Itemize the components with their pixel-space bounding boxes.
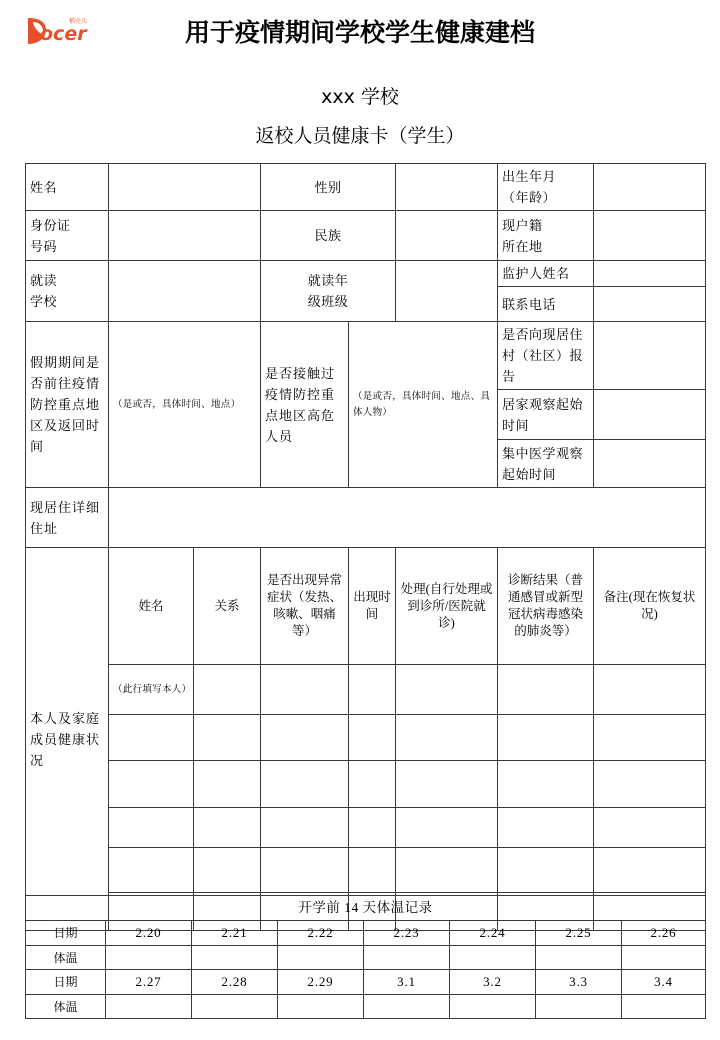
table-row-health-4 xyxy=(26,808,706,848)
temp-table-title: 开学前 14 天体温记录 xyxy=(26,896,706,921)
temp-cell-w2-5[interactable] xyxy=(450,995,536,1019)
cell-health-3-remarks[interactable] xyxy=(594,761,706,808)
temp-cell-w1-5[interactable] xyxy=(450,946,536,970)
svg-text:ocer: ocer xyxy=(40,23,87,45)
label-school-line1: 就读 xyxy=(30,273,58,288)
temp-cell-w1-4[interactable] xyxy=(364,946,450,970)
cell-health-5-treatment[interactable] xyxy=(396,848,498,893)
temp-cell-w1-7[interactable] xyxy=(622,946,706,970)
hint-contact-high-risk: （是或否，具体时间、地点、具体人物） xyxy=(349,322,498,488)
label-contact-high-risk-text: 是否接触过疫情防控重点地区高危人员 xyxy=(265,365,336,444)
cell-health-2-diagnosis[interactable] xyxy=(498,715,594,761)
cell-health-4-relationship[interactable] xyxy=(194,808,261,848)
school-name-line: xxx 学校 xyxy=(321,86,399,108)
label-home-observation-start: 居家观察起始时间 xyxy=(498,390,594,440)
field-school[interactable] xyxy=(109,261,261,322)
field-household[interactable] xyxy=(594,211,706,261)
temp-cell-w2-6[interactable] xyxy=(536,995,622,1019)
cell-health-3-relationship[interactable] xyxy=(194,761,261,808)
date-cell-w2-2: 2.28 xyxy=(192,970,278,995)
temp-cell-w2-1[interactable] xyxy=(106,995,192,1019)
table-row-health-3 xyxy=(26,761,706,808)
label-id-number xyxy=(26,211,109,261)
label-school xyxy=(26,261,109,322)
label-household-line1: 现户籍 xyxy=(502,217,543,233)
field-name[interactable] xyxy=(109,164,261,211)
date-cell-w2-7: 3.4 xyxy=(622,970,706,995)
cell-health-3-treatment[interactable] xyxy=(396,761,498,808)
table-row-address xyxy=(26,488,706,548)
temp-cell-w1-1[interactable] xyxy=(106,946,192,970)
date-cell-w1-4: 2.23 xyxy=(364,921,450,946)
cell-health-4-diagnosis[interactable] xyxy=(498,808,594,848)
label-central-observation-start: 集中医学观察起始时间 xyxy=(498,440,594,488)
cell-health-1-remarks[interactable] xyxy=(594,665,706,715)
field-guardian-name[interactable] xyxy=(594,261,706,287)
temperature-record-table xyxy=(25,895,706,1019)
table-row-basic-2 xyxy=(26,211,706,261)
header-member-name: 姓名 xyxy=(109,548,194,665)
label-travel-history-text: 假期期间是否前往疫情防控重点地区及返回时间 xyxy=(30,355,101,454)
cell-health-1-relationship[interactable] xyxy=(194,665,261,715)
field-home-observation-start[interactable] xyxy=(594,390,706,440)
label-current-address-text: 现居住详细住址 xyxy=(30,499,101,536)
temp-table-date-row-1 xyxy=(26,921,706,946)
svg-text:稻壳儿: 稻壳儿 xyxy=(69,18,88,25)
label-date-week1: 日期 xyxy=(26,921,106,946)
label-current-address xyxy=(26,488,109,548)
date-cell-w1-1: 2.20 xyxy=(106,921,192,946)
temp-cell-w2-3[interactable] xyxy=(278,995,364,1019)
date-cell-w2-5: 3.2 xyxy=(450,970,536,995)
label-temp-week2: 体温 xyxy=(26,995,106,1019)
date-cell-w1-2: 2.21 xyxy=(192,921,278,946)
header-diagnosis: 诊断结果（普通感冒或新型冠状病毒感染的肺炎等） xyxy=(498,548,594,665)
label-name: 姓名 xyxy=(26,164,109,211)
date-cell-w1-5: 2.24 xyxy=(450,921,536,946)
cell-health-5-onset[interactable] xyxy=(349,848,396,893)
date-cell-w2-3: 2.29 xyxy=(278,970,364,995)
table-row-health-5 xyxy=(26,848,706,893)
label-family-health-status xyxy=(26,548,109,931)
label-date-week2: 日期 xyxy=(26,970,106,995)
temp-cell-w1-6[interactable] xyxy=(536,946,622,970)
cell-health-1-treatment[interactable] xyxy=(396,665,498,715)
date-cell-w1-6: 2.25 xyxy=(536,921,622,946)
cell-health-1-diagnosis[interactable] xyxy=(498,665,594,715)
temp-table-temp-row-1 xyxy=(26,946,706,970)
cell-health-2-relationship[interactable] xyxy=(194,715,261,761)
cell-health-5-symptoms[interactable] xyxy=(261,848,349,893)
label-report-to-community: 是否向现居住村（社区）报告 xyxy=(498,322,594,390)
temp-cell-w2-4[interactable] xyxy=(364,995,450,1019)
table-row-basic-1 xyxy=(26,164,706,211)
field-current-address[interactable] xyxy=(109,488,706,548)
label-id-number-line2: 号码 xyxy=(30,238,58,254)
label-temp-week1: 体温 xyxy=(26,946,106,970)
cell-health-1-symptoms[interactable] xyxy=(261,665,349,715)
temp-table-title-row xyxy=(26,896,706,921)
field-report-to-community[interactable] xyxy=(594,322,706,390)
health-card-table xyxy=(25,163,706,931)
cell-health-4-name[interactable] xyxy=(109,808,194,848)
temp-table-date-row-2 xyxy=(26,970,706,995)
label-birth-line1: 出生年月 xyxy=(502,169,557,184)
label-id-number-line1: 身份证 xyxy=(30,217,71,233)
table-row-health-header xyxy=(26,548,706,665)
card-title: 返校人员健康卡（学生） xyxy=(255,125,465,147)
label-family-health-status-text: 本人及家庭成员健康状况 xyxy=(30,710,101,768)
label-grade-class-line2: 级班级 xyxy=(307,294,349,309)
field-central-observation-start[interactable] xyxy=(594,440,706,488)
cell-health-3-onset[interactable] xyxy=(349,761,396,808)
cell-health-1-onset[interactable] xyxy=(349,665,396,715)
label-grade-class xyxy=(261,261,396,322)
date-cell-w2-6: 3.3 xyxy=(536,970,622,995)
table-row-school-a xyxy=(26,261,706,287)
cell-health-5-relationship[interactable] xyxy=(194,848,261,893)
label-household xyxy=(498,211,594,261)
cell-health-2-onset[interactable] xyxy=(349,715,396,761)
field-contact-phone[interactable] xyxy=(594,287,706,322)
temp-table-temp-row-2 xyxy=(26,995,706,1019)
label-household-line2: 所在地 xyxy=(502,238,543,254)
label-ethnicity: 民族 xyxy=(261,211,396,261)
hint-travel-history: （是或否，具体时间、地点） xyxy=(109,322,261,488)
cell-health-2-symptoms[interactable] xyxy=(261,715,349,761)
cell-health-4-symptoms[interactable] xyxy=(261,808,349,848)
cell-health-5-remarks[interactable] xyxy=(594,848,706,893)
date-cell-w1-7: 2.26 xyxy=(622,921,706,946)
cell-health-3-diagnosis[interactable] xyxy=(498,761,594,808)
temp-cell-w1-2[interactable] xyxy=(192,946,278,970)
date-cell-w2-1: 2.27 xyxy=(106,970,192,995)
header-onset-time: 出现时间 xyxy=(349,548,396,665)
cell-health-2-treatment[interactable] xyxy=(396,715,498,761)
label-grade-class-line1: 就读年 xyxy=(307,273,349,288)
cell-health-5-diagnosis[interactable] xyxy=(498,848,594,893)
header-relationship: 关系 xyxy=(194,548,261,665)
cell-health-3-symptoms[interactable] xyxy=(261,761,349,808)
field-id-number[interactable] xyxy=(109,211,261,261)
header-abnormal-symptoms: 是否出现异常症状（发热、咳嗽、咽痛等） xyxy=(261,548,349,665)
temp-cell-w2-7[interactable] xyxy=(622,995,706,1019)
temp-cell-w1-3[interactable] xyxy=(278,946,364,970)
cell-health-3-name[interactable] xyxy=(109,761,194,808)
table-row-health-1 xyxy=(26,665,706,715)
label-guardian-name: 监护人姓名 xyxy=(498,261,594,287)
hint-fill-self: （此行填写本人） xyxy=(109,665,194,715)
header-treatment: 处理(自行处理或到诊所/医院就诊) xyxy=(396,548,498,665)
label-contact-phone: 联系电话 xyxy=(498,287,594,322)
field-ethnicity[interactable] xyxy=(396,211,498,261)
date-cell-w2-4: 3.1 xyxy=(364,970,450,995)
date-cell-w1-3: 2.22 xyxy=(278,921,364,946)
label-birth-line2: （年龄） xyxy=(502,190,557,205)
cell-health-4-remarks[interactable] xyxy=(594,808,706,848)
cell-health-2-remarks[interactable] xyxy=(594,715,706,761)
label-school-line2: 学校 xyxy=(30,294,58,309)
cell-health-5-name[interactable] xyxy=(109,848,194,893)
label-contact-high-risk xyxy=(261,322,349,488)
table-row-travel-a xyxy=(26,322,706,390)
table-row-health-2 xyxy=(26,715,706,761)
label-gender: 性别 xyxy=(261,164,396,211)
label-travel-history xyxy=(26,322,109,488)
field-gender[interactable] xyxy=(396,164,498,211)
cell-health-4-treatment[interactable] xyxy=(396,808,498,848)
header-remarks: 备注(现在恢复状况) xyxy=(594,548,706,665)
field-grade-class[interactable] xyxy=(396,261,498,322)
page-title: 用于疫情期间学校学生健康建档 xyxy=(184,18,535,47)
temp-cell-w2-2[interactable] xyxy=(192,995,278,1019)
cell-health-2-name[interactable] xyxy=(109,715,194,761)
field-birth[interactable] xyxy=(594,164,706,211)
label-birth xyxy=(498,164,594,211)
cell-health-4-onset[interactable] xyxy=(349,808,396,848)
